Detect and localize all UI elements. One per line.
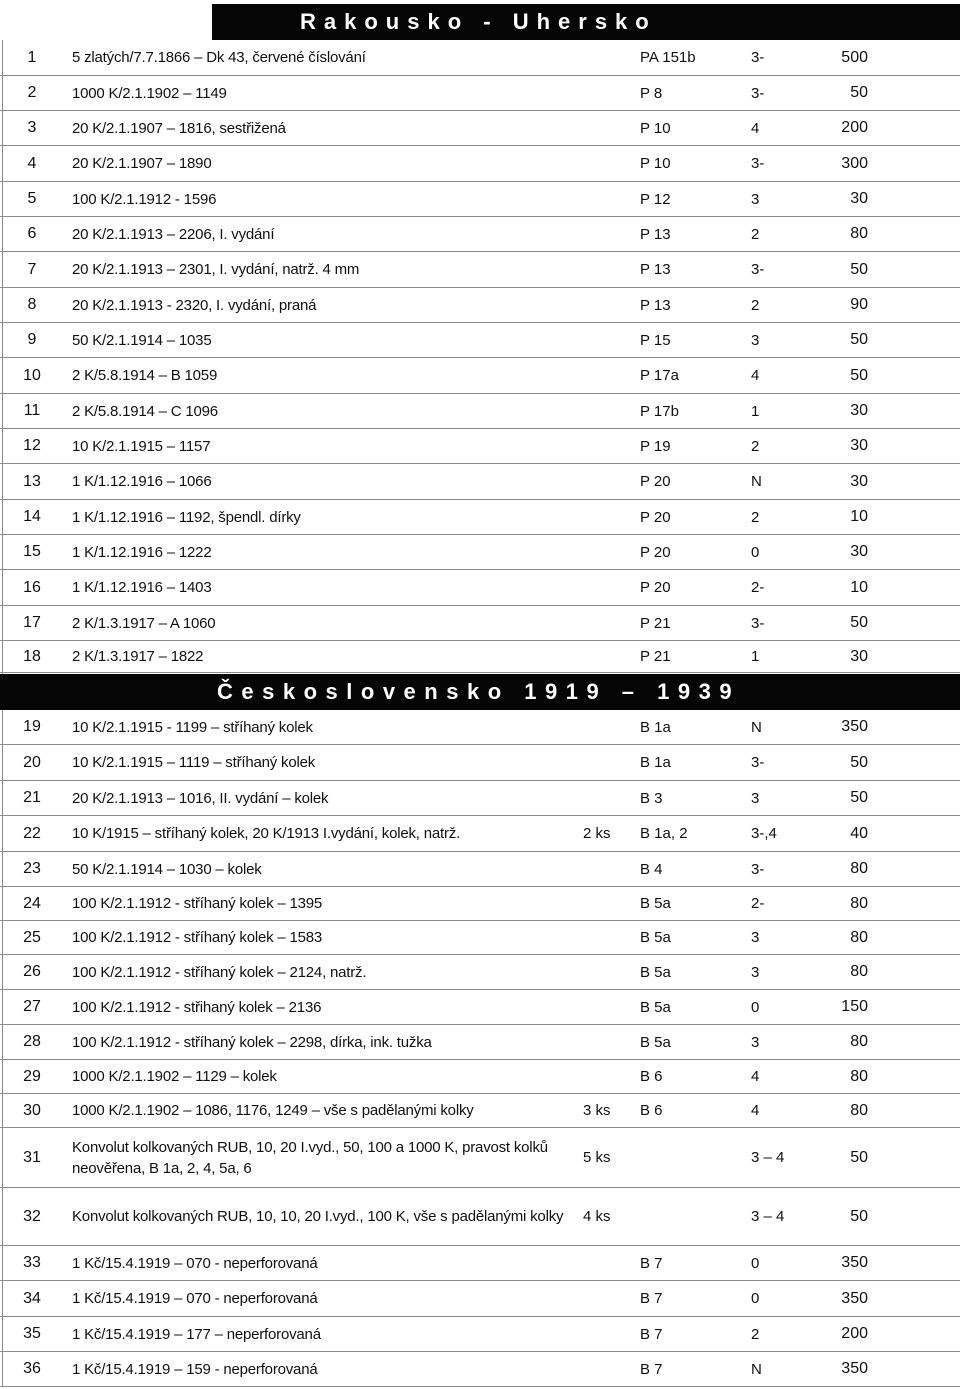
lot-quantity (583, 745, 633, 780)
condition-grade: 0 (751, 1290, 760, 1307)
table-row (0, 500, 960, 535)
table-row (0, 76, 960, 111)
table-row (0, 781, 960, 816)
lot-quantity (583, 710, 633, 744)
lot-description: 2 K/1.3.1917 – 1822 (72, 648, 204, 665)
catalog-number: P 12 (640, 190, 671, 208)
lot-number: 35 (23, 1325, 41, 1342)
starting-price: 200 (841, 119, 868, 136)
starting-price: 30 (850, 543, 868, 560)
table-row (0, 146, 960, 182)
table-row (0, 1317, 960, 1352)
lot-description: 1 K/1.12.1916 – 1222 (72, 543, 212, 561)
condition-grade: 3- (751, 261, 765, 278)
starting-price: 80 (850, 1033, 868, 1050)
lot-quantity: 3 ks (583, 1102, 611, 1119)
table-row (0, 182, 960, 217)
starting-price: 90 (850, 296, 868, 313)
starting-price: 50 (850, 1148, 868, 1166)
lot-description: 20 K/2.1.1913 – 1016, II. vydání – kolek (72, 789, 329, 807)
lot-number: 17 (23, 614, 41, 631)
table-row (0, 429, 960, 464)
starting-price: 80 (850, 963, 868, 980)
catalog-number: P 15 (640, 331, 671, 349)
table-row (0, 641, 960, 673)
condition-grade: 3- (751, 155, 765, 172)
lot-number: 13 (23, 472, 41, 490)
table-row (0, 1094, 960, 1128)
table-row (0, 535, 960, 570)
catalog-number: B 7 (640, 1360, 663, 1378)
condition-grade: 4 (751, 119, 760, 137)
lot-description: 1000 K/2.1.1902 – 1149 (72, 84, 227, 102)
starting-price: 50 (850, 366, 868, 384)
condition-grade: 0 (751, 543, 760, 561)
catalog-number: P 17b (640, 402, 679, 420)
condition-grade: 1 (751, 402, 760, 420)
lot-number: 19 (23, 718, 41, 735)
table-row (0, 990, 960, 1025)
lot-description: 10 K/2.1.1915 - 1199 – stříhaný kolek (72, 718, 313, 736)
condition-grade: 4 (751, 1068, 760, 1085)
catalog-number: B 5a (640, 1033, 671, 1051)
condition-grade: 3- (751, 860, 765, 878)
condition-grade: 3 (751, 789, 760, 807)
lot-number: 27 (23, 998, 41, 1015)
starting-price: 80 (850, 225, 868, 242)
catalog-number: P 20 (640, 508, 671, 526)
starting-price: 350 (841, 1289, 868, 1307)
catalog-number: P 20 (640, 579, 671, 596)
catalog-number: B 1a (640, 718, 671, 736)
catalog-number: B 5a (640, 998, 671, 1016)
table-row (0, 606, 960, 641)
lot-description: Konvolut kolkovaných RUB, 10, 20 I.vyd., 50, 100 a 1000 K, pravost kolků neověřena, B 1a, 2, 4, 5a, 6 (72, 1138, 548, 1177)
lot-quantity (583, 146, 633, 181)
lot-quantity (583, 464, 633, 499)
starting-price: 50 (850, 753, 868, 771)
lot-number: 1 (27, 48, 37, 66)
catalog-number: B 7 (640, 1325, 663, 1343)
condition-grade: 3- (751, 49, 765, 66)
lot-description: 2 K/5.8.1914 – C 1096 (72, 402, 218, 420)
lot-number: 32 (23, 1207, 41, 1225)
lot-number: 25 (23, 928, 41, 946)
condition-grade: 3- (751, 84, 765, 102)
lot-number: 33 (23, 1254, 41, 1271)
table-row (0, 1060, 960, 1094)
catalog-number: B 1a (640, 754, 671, 771)
lot-quantity (583, 955, 633, 989)
lot-quantity (583, 990, 633, 1024)
lot-number: 28 (23, 1033, 41, 1050)
table-row (0, 252, 960, 288)
condition-grade: N (751, 473, 762, 490)
condition-grade: 2 (751, 225, 760, 243)
lot-quantity (583, 570, 633, 605)
lot-number: 20 (23, 753, 41, 771)
starting-price: 80 (850, 894, 868, 912)
starting-price: 150 (841, 998, 868, 1015)
section-header-czechoslovakia (0, 674, 960, 710)
lot-number: 18 (23, 647, 41, 665)
lot-quantity (583, 1281, 633, 1316)
catalog-number: B 5a (640, 895, 671, 912)
lot-description: 1000 K/2.1.1902 – 1129 – kolek (72, 1068, 277, 1085)
table-row (0, 288, 960, 323)
catalog-number: P 8 (640, 84, 663, 102)
lot-number: 34 (23, 1289, 41, 1307)
lot-quantity (583, 40, 633, 75)
lot-description: 1 K/1.12.1916 – 1066 (72, 473, 212, 490)
starting-price: 30 (850, 190, 868, 207)
table-row (0, 887, 960, 921)
lot-number: 4 (27, 154, 37, 172)
lot-description: 1 Kč/15.4.1919 – 159 - neperforovaná (72, 1360, 318, 1378)
starting-price: 350 (841, 1360, 868, 1377)
catalog-number: B 1a, 2 (640, 825, 688, 842)
lot-number: 6 (27, 225, 37, 242)
lot-number: 26 (23, 963, 41, 980)
starting-price: 50 (850, 84, 868, 101)
lot-quantity (583, 288, 633, 322)
catalog-number: P 20 (640, 543, 671, 561)
table-row (0, 1128, 960, 1188)
catalog-number: B 4 (640, 860, 663, 878)
catalog-number: P 10 (640, 119, 671, 137)
lot-description: 100 K/2.1.1912 - stříhaný kolek – 1583 (72, 929, 323, 946)
section-header-austria-hungary (0, 4, 960, 40)
catalog-number: P 13 (640, 261, 671, 278)
table-row (0, 394, 960, 429)
lot-number: 24 (23, 894, 41, 912)
lot-quantity (583, 217, 633, 251)
table-row (0, 1281, 960, 1317)
lot-quantity (583, 1246, 633, 1280)
lot-quantity (583, 1317, 633, 1351)
lot-quantity (583, 852, 633, 886)
table-row (0, 955, 960, 990)
starting-price: 350 (841, 1254, 868, 1271)
table-row (0, 40, 960, 76)
lot-number: 16 (23, 578, 41, 596)
lot-description: 100 K/2.1.1912 - stříhaný kolek – 2124, natrž. (72, 963, 367, 981)
condition-grade: 3 (751, 331, 760, 349)
condition-grade: 1 (751, 648, 760, 665)
lot-description: 100 K/2.1.1912 - stříhaný kolek – 1395 (72, 895, 323, 912)
starting-price: 10 (850, 578, 868, 596)
lot-description: 10 K/2.1.1915 – 1157 (72, 437, 211, 455)
catalog-number: B 3 (640, 789, 663, 807)
catalog-number: P 21 (640, 648, 671, 665)
table-row (0, 816, 960, 852)
condition-grade: 3-,4 (751, 825, 777, 842)
lot-description: 1 K/1.12.1916 – 1403 (72, 579, 212, 596)
table-row (0, 921, 960, 955)
starting-price: 350 (841, 718, 868, 735)
condition-grade: 4 (751, 367, 760, 384)
lot-quantity (583, 641, 633, 672)
starting-price: 80 (850, 1101, 868, 1119)
condition-grade: 3 (751, 190, 760, 208)
lot-description: 50 K/2.1.1914 – 1035 (72, 331, 212, 349)
lot-quantity (583, 921, 633, 954)
lot-number: 11 (23, 402, 41, 419)
lot-number: 29 (23, 1067, 41, 1085)
starting-price: 50 (850, 1207, 868, 1225)
lot-number: 9 (27, 331, 37, 348)
lot-number: 14 (23, 508, 41, 525)
lot-number: 30 (23, 1101, 41, 1119)
starting-price: 10 (850, 508, 868, 525)
lot-quantity (583, 323, 633, 357)
condition-grade: 2 (751, 296, 760, 314)
catalog-number (640, 1128, 740, 1187)
catalog-number: P 13 (640, 225, 671, 243)
lot-description: Konvolut kolkovaných RUB, 10, 10, 20 I.vyd., 100 K, vše s padělanými kolky (72, 1208, 564, 1225)
starting-price: 500 (841, 48, 868, 66)
lot-number: 21 (23, 789, 41, 806)
table-row (0, 745, 960, 781)
starting-price: 30 (850, 402, 868, 419)
condition-grade: 2 (751, 1325, 760, 1343)
lot-quantity (583, 606, 633, 640)
lot-description: 20 K/2.1.1913 – 2301, I. vydání, natrž. 4 mm (72, 261, 360, 278)
catalog-number: P 19 (640, 437, 671, 455)
catalog-number: B 5a (640, 963, 671, 981)
lot-description: 50 K/2.1.1914 – 1030 – kolek (72, 860, 262, 878)
lot-number: 23 (23, 860, 41, 877)
starting-price: 30 (850, 437, 868, 454)
table-row (0, 358, 960, 394)
condition-grade: N (751, 1360, 762, 1378)
condition-grade: 3 (751, 1033, 760, 1051)
starting-price: 30 (850, 472, 868, 490)
lot-description: 5 zlatých/7.7.1866 – Dk 43, červené číslování (72, 49, 366, 66)
lot-number: 10 (23, 366, 41, 384)
catalog-number: P 10 (640, 155, 671, 172)
catalog-number (640, 1188, 740, 1245)
table-row (0, 710, 960, 745)
lot-quantity (583, 429, 633, 463)
lot-description: 20 K/2.1.1913 – 2206, I. vydání (72, 225, 275, 243)
starting-price: 200 (841, 1325, 868, 1342)
lot-description: 10 K/2.1.1915 – 1119 – stříhaný kolek (72, 754, 316, 771)
starting-price: 80 (850, 860, 868, 877)
lot-quantity (583, 500, 633, 534)
section-title: Československo 1919 – 1939 (217, 679, 741, 704)
lot-description: 1 Kč/15.4.1919 – 070 - neperforovaná (72, 1254, 318, 1272)
lot-number: 8 (27, 296, 37, 313)
lot-number: 2 (27, 84, 37, 101)
catalog-number: B 6 (640, 1068, 663, 1085)
catalog-number: B 7 (640, 1290, 663, 1307)
lot-description: 20 K/2.1.1913 - 2320, I. vydání, praná (72, 296, 317, 314)
table-row (0, 217, 960, 252)
lot-quantity (583, 252, 633, 287)
condition-grade: 2 (751, 437, 760, 455)
lot-number: 3 (27, 119, 37, 136)
lot-quantity (583, 394, 633, 428)
condition-grade: N (751, 718, 762, 736)
catalog-number: B 5a (640, 929, 671, 946)
catalog-number: B 7 (640, 1254, 663, 1272)
condition-grade: 3- (751, 754, 765, 771)
section-title: Rakousko - Uhersko (300, 9, 657, 34)
condition-grade: 4 (751, 1102, 760, 1119)
lot-description: 100 K/2.1.1912 - 1596 (72, 190, 217, 208)
catalog-number: B 6 (640, 1102, 663, 1119)
lot-quantity: 5 ks (583, 1149, 611, 1166)
lot-description: 100 K/2.1.1912 - stříhaný kolek – 2298, dírka, ink. tužka (72, 1033, 432, 1051)
table-row (0, 323, 960, 358)
catalog-number: P 13 (640, 296, 671, 314)
condition-grade: 0 (751, 998, 760, 1016)
lot-description: 1 Kč/15.4.1919 – 070 - neperforovaná (72, 1290, 318, 1307)
lot-description: 10 K/1915 – stříhaný kolek, 20 K/1913 I.vydání, kolek, natrž. (72, 825, 461, 842)
lot-number: 7 (27, 260, 37, 278)
starting-price: 50 (850, 260, 868, 278)
condition-grade: 3 (751, 963, 760, 981)
table-row (0, 111, 960, 146)
lot-number: 5 (27, 190, 37, 207)
lot-quantity (583, 887, 633, 920)
condition-grade: 3 – 4 (751, 1149, 785, 1166)
condition-grade: 2- (751, 895, 765, 912)
starting-price: 50 (850, 331, 868, 348)
lot-quantity: 4 ks (583, 1208, 611, 1225)
starting-price: 80 (850, 1067, 868, 1085)
lot-list-czechoslovakia (0, 710, 960, 1387)
catalog-number: PA 151b (640, 49, 696, 66)
table-row (0, 1025, 960, 1060)
lot-description: 1 K/1.12.1916 – 1192, špendl. dírky (72, 508, 301, 526)
starting-price: 80 (850, 928, 868, 946)
starting-price: 30 (850, 647, 868, 665)
lot-description: 1000 K/2.1.1902 – 1086, 1176, 1249 – vše s padělanými kolky (72, 1102, 474, 1119)
condition-grade: 2- (751, 579, 765, 596)
condition-grade: 0 (751, 1254, 760, 1272)
starting-price: 40 (850, 824, 868, 842)
lot-description: 100 K/2.1.1912 - střihaný kolek – 2136 (72, 998, 322, 1016)
lot-number: 36 (23, 1360, 41, 1377)
lot-quantity: 2 ks (583, 825, 611, 842)
table-row (0, 464, 960, 500)
table-row (0, 1246, 960, 1281)
lot-quantity (583, 182, 633, 216)
lot-quantity (583, 535, 633, 569)
starting-price: 50 (850, 789, 868, 806)
lot-quantity (583, 1060, 633, 1093)
condition-grade: 3 (751, 929, 760, 946)
table-row (0, 1352, 960, 1387)
lot-list-austria-hungary (0, 40, 960, 673)
lot-quantity (583, 1025, 633, 1059)
catalog-number: P 21 (640, 614, 671, 632)
lot-quantity (583, 111, 633, 145)
table-row (0, 852, 960, 887)
starting-price: 300 (841, 154, 868, 172)
lot-description: 1 Kč/15.4.1919 – 177 – neperforovaná (72, 1325, 321, 1343)
table-row (0, 570, 960, 606)
table-row (0, 1188, 960, 1246)
lot-quantity (583, 76, 633, 110)
lot-description: 2 K/1.3.1917 – A 1060 (72, 614, 216, 632)
catalog-number: P 20 (640, 473, 671, 490)
lot-number: 31 (23, 1148, 41, 1166)
lot-description: 2 K/5.8.1914 – B 1059 (72, 367, 218, 384)
lot-number: 15 (23, 543, 41, 560)
starting-price: 50 (850, 614, 868, 631)
lot-number: 12 (23, 437, 41, 454)
lot-description: 20 K/2.1.1907 – 1816, sestřižená (72, 119, 286, 137)
catalog-number: P 17a (640, 367, 679, 384)
lot-quantity (583, 1352, 633, 1386)
lot-quantity (583, 781, 633, 815)
condition-grade: 2 (751, 508, 760, 526)
condition-grade: 3- (751, 614, 765, 632)
lot-description: 20 K/2.1.1907 – 1890 (72, 155, 212, 172)
lot-quantity (583, 358, 633, 393)
lot-number: 22 (23, 824, 41, 842)
condition-grade: 3 – 4 (751, 1208, 785, 1225)
